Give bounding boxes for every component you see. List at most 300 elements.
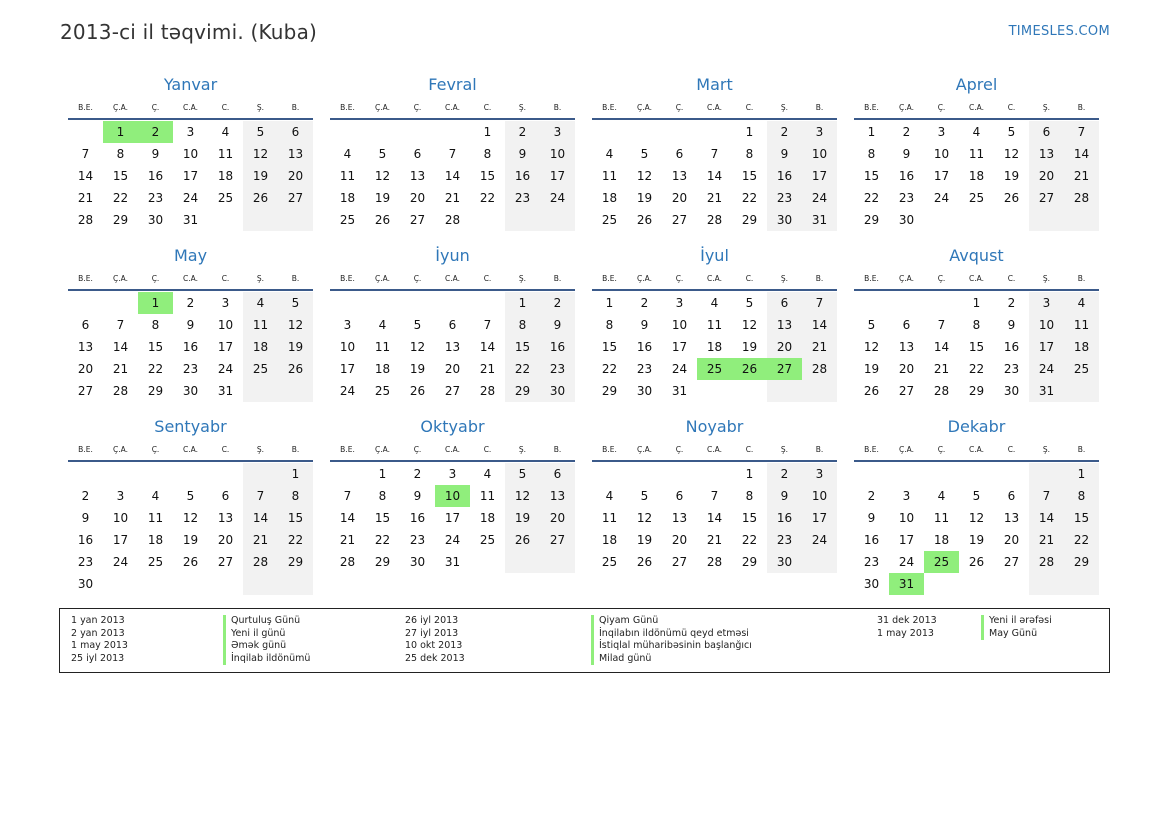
empty-day <box>994 209 1029 231</box>
empty-day <box>278 380 313 402</box>
day-cell: 6 <box>278 121 313 143</box>
day-cell: 7 <box>116 318 125 332</box>
empty-day <box>924 463 959 485</box>
legend-date: 27 iyl 2013 <box>405 627 459 639</box>
weekday-label: C. <box>221 103 230 112</box>
day-cell: 29 <box>863 213 880 227</box>
weekday-label: B. <box>815 274 824 283</box>
empty-day <box>959 209 994 231</box>
day-cell: 29 <box>278 551 313 573</box>
day-cell: 27 <box>77 384 94 398</box>
legend-date: 25 dek 2013 <box>405 652 465 664</box>
day-cell: 19 <box>1003 169 1020 183</box>
day-cell: 17 <box>1029 336 1064 358</box>
day-cell: 22 <box>374 533 391 547</box>
weekday-label: C.A. <box>444 103 460 112</box>
day-cell: 28 <box>112 384 129 398</box>
day-cell: 4 <box>972 125 981 139</box>
empty-day <box>138 463 173 485</box>
weekday-label: Ç. <box>413 103 422 112</box>
day-cell: 9 <box>151 147 160 161</box>
month-calendar <box>592 414 837 595</box>
weekday-label: Ş. <box>1042 103 1051 112</box>
day-cell: 19 <box>636 533 653 547</box>
day-cell: 27 <box>540 529 575 551</box>
day-cell: 12 <box>741 318 758 332</box>
legend-date: 1 may 2013 <box>877 627 934 639</box>
empty-day <box>400 292 435 314</box>
day-cell: 18 <box>706 340 723 354</box>
day-cell: 22 <box>741 191 758 205</box>
day-cell: 1 <box>605 296 614 310</box>
empty-day <box>208 463 243 485</box>
day-cell: 2 <box>767 463 802 485</box>
day-cell: 6 <box>675 147 684 161</box>
day-cell: 25 <box>339 213 356 227</box>
holiday-day: 10 <box>435 485 470 507</box>
day-cell: 1 <box>278 463 313 485</box>
day-cell: 27 <box>671 555 688 569</box>
day-cell: 12 <box>636 511 653 525</box>
empty-day <box>802 380 837 402</box>
day-cell: 27 <box>671 213 688 227</box>
day-cell: 28 <box>339 555 356 569</box>
day-cell: 24 <box>540 187 575 209</box>
day-cell: 21 <box>706 191 723 205</box>
day-cell: 12 <box>1003 147 1020 161</box>
day-cell: 30 <box>767 209 802 231</box>
day-cell: 7 <box>243 485 278 507</box>
day-cell: 14 <box>933 340 950 354</box>
day-cell: 20 <box>1003 533 1020 547</box>
weekday-header <box>854 440 1099 462</box>
weekday-label: Ç. <box>151 103 160 112</box>
month-calendar <box>592 72 837 231</box>
day-cell: 29 <box>601 384 618 398</box>
day-cell: 17 <box>540 165 575 187</box>
day-cell: 23 <box>767 187 802 209</box>
day-cell: 3 <box>448 467 457 481</box>
day-cell: 24 <box>112 555 129 569</box>
day-cell: 13 <box>540 485 575 507</box>
day-cell: 1 <box>972 296 981 310</box>
day-cell: 22 <box>968 362 985 376</box>
day-cell: 4 <box>343 147 352 161</box>
weekday-label: B.E. <box>602 274 617 283</box>
day-cell: 3 <box>186 125 195 139</box>
day-cell: 30 <box>898 213 915 227</box>
day-cell: 5 <box>745 296 754 310</box>
empty-day <box>470 551 505 573</box>
empty-day <box>68 292 103 314</box>
empty-day <box>243 463 278 485</box>
day-cell: 22 <box>479 191 496 205</box>
page-title: 2013-ci il təqvimi. (Kuba) <box>60 20 318 44</box>
day-cell: 19 <box>863 362 880 376</box>
day-cell: 7 <box>81 147 90 161</box>
empty-day <box>470 209 505 231</box>
day-cell: 26 <box>636 213 653 227</box>
day-cell: 25 <box>601 213 618 227</box>
day-cell: 29 <box>968 384 985 398</box>
day-cell: 18 <box>243 336 278 358</box>
day-cell: 5 <box>640 489 649 503</box>
day-cell: 4 <box>710 296 719 310</box>
weekday-label: Ç.A. <box>636 274 652 283</box>
weekday-label: B.E. <box>340 274 355 283</box>
weekday-header <box>330 98 575 120</box>
day-cell: 22 <box>505 358 540 380</box>
weekday-label: Ç. <box>151 274 160 283</box>
empty-day <box>994 463 1029 485</box>
empty-day <box>243 209 278 231</box>
day-cell: 26 <box>278 358 313 380</box>
day-cell: 10 <box>1029 314 1064 336</box>
day-cell: 11 <box>601 511 618 525</box>
day-cell: 28 <box>1064 187 1099 209</box>
legend-date: 26 iyl 2013 <box>405 615 459 626</box>
day-cell: 10 <box>898 511 915 525</box>
day-cell: 6 <box>221 489 230 503</box>
day-cell: 19 <box>409 362 426 376</box>
day-cell: 17 <box>112 533 129 547</box>
day-cell: 20 <box>671 191 688 205</box>
weekday-label: Ç. <box>675 274 684 283</box>
legend-date: 10 okt 2013 <box>405 640 463 651</box>
day-cell: 6 <box>81 318 90 332</box>
day-cell: 10 <box>217 318 234 332</box>
empty-day <box>470 292 505 314</box>
day-cell: 10 <box>112 511 129 525</box>
day-cell: 6 <box>675 489 684 503</box>
day-cell: 17 <box>444 511 461 525</box>
day-cell: 15 <box>968 340 985 354</box>
weekday-label: C. <box>221 274 230 283</box>
day-cell: 28 <box>444 213 461 227</box>
days-grid <box>330 463 575 573</box>
weekday-label: C.A. <box>706 103 722 112</box>
day-cell: 30 <box>182 384 199 398</box>
day-cell: 13 <box>671 511 688 525</box>
day-cell: 24 <box>802 529 837 551</box>
day-cell: 26 <box>636 555 653 569</box>
day-cell: 25 <box>968 191 985 205</box>
day-cell: 22 <box>278 529 313 551</box>
day-cell: 19 <box>182 533 199 547</box>
empty-day <box>173 573 208 595</box>
empty-day <box>1029 573 1064 595</box>
day-cell: 14 <box>339 511 356 525</box>
day-cell: 17 <box>339 362 356 376</box>
day-cell: 8 <box>605 318 614 332</box>
empty-day <box>435 292 470 314</box>
day-cell: 2 <box>413 467 422 481</box>
legend-holiday-name: İnqilabın ildönümü qeyd etməsi <box>591 628 752 641</box>
empty-day <box>243 573 278 595</box>
legend-holiday-name: Əmək günü <box>223 640 310 653</box>
weekday-label: C.A. <box>182 274 198 283</box>
day-cell: 3 <box>802 463 837 485</box>
day-cell: 5 <box>378 147 387 161</box>
legend-names <box>981 615 1052 640</box>
weekday-label: B. <box>291 445 300 454</box>
weekday-label: C. <box>221 445 230 454</box>
weekday-label: B. <box>291 274 300 283</box>
empty-day <box>592 121 627 143</box>
month-name: Aprel <box>955 75 998 94</box>
month-name: May <box>173 246 208 265</box>
day-cell: 6 <box>1007 489 1016 503</box>
weekday-label: Ç. <box>151 445 160 454</box>
day-cell: 1 <box>378 467 387 481</box>
day-cell: 29 <box>147 384 164 398</box>
day-cell: 11 <box>1064 314 1099 336</box>
day-cell: 16 <box>409 511 426 525</box>
day-cell: 12 <box>636 169 653 183</box>
day-cell: 25 <box>601 555 618 569</box>
days-grid <box>854 463 1099 595</box>
weekday-label: Ç.A. <box>374 103 390 112</box>
day-cell: 30 <box>540 380 575 402</box>
empty-day <box>330 121 365 143</box>
day-cell: 20 <box>671 533 688 547</box>
day-cell: 17 <box>933 169 950 183</box>
weekday-label: C.A. <box>968 274 984 283</box>
day-cell: 20 <box>767 336 802 358</box>
empty-day <box>540 551 575 573</box>
day-cell: 3 <box>802 121 837 143</box>
day-cell: 21 <box>243 529 278 551</box>
month-name: İyul <box>700 246 729 265</box>
day-cell: 18 <box>601 191 618 205</box>
empty-day <box>1064 380 1099 402</box>
empty-day <box>959 573 994 595</box>
empty-day <box>732 380 767 402</box>
legend-holiday-name: İnqilab ildönümü <box>223 653 310 666</box>
month-calendar <box>592 243 837 402</box>
weekday-label: B. <box>291 103 300 112</box>
empty-day <box>103 573 138 595</box>
day-cell: 14 <box>706 511 723 525</box>
day-cell: 15 <box>601 340 618 354</box>
day-cell: 14 <box>77 169 94 183</box>
day-cell: 31 <box>217 384 234 398</box>
day-cell: 20 <box>217 533 234 547</box>
weekday-label: B. <box>553 103 562 112</box>
day-cell: 13 <box>77 340 94 354</box>
weekday-label: Ç.A. <box>112 103 128 112</box>
weekday-label: B.E. <box>864 103 879 112</box>
day-cell: 17 <box>802 507 837 529</box>
day-cell: 22 <box>112 191 129 205</box>
day-cell: 16 <box>636 340 653 354</box>
day-cell: 12 <box>505 485 540 507</box>
days-grid <box>854 292 1099 402</box>
holiday-day: 31 <box>889 573 924 595</box>
empty-day <box>208 573 243 595</box>
legend-date: 2 yan 2013 <box>71 627 125 639</box>
day-cell: 18 <box>374 362 391 376</box>
day-cell: 8 <box>278 485 313 507</box>
empty-day <box>330 463 365 485</box>
day-cell: 10 <box>339 340 356 354</box>
empty-day <box>68 463 103 485</box>
weekday-header <box>592 98 837 120</box>
day-cell: 9 <box>902 147 911 161</box>
day-cell: 29 <box>112 213 129 227</box>
empty-day <box>278 209 313 231</box>
weekday-label: C. <box>745 103 754 112</box>
month-name: Dekabr <box>947 417 1006 436</box>
day-cell: 28 <box>77 213 94 227</box>
day-cell: 7 <box>1064 121 1099 143</box>
days-grid <box>854 121 1099 231</box>
weekday-label: Ş. <box>256 445 265 454</box>
day-cell: 15 <box>147 340 164 354</box>
day-cell: 15 <box>278 507 313 529</box>
empty-day <box>627 121 662 143</box>
day-cell: 5 <box>1007 125 1016 139</box>
day-cell: 9 <box>767 485 802 507</box>
holiday-day: 26 <box>732 358 767 380</box>
day-cell: 23 <box>898 191 915 205</box>
day-cell: 14 <box>802 314 837 336</box>
day-cell: 17 <box>802 165 837 187</box>
day-cell: 12 <box>409 340 426 354</box>
weekday-label: Ş. <box>518 274 527 283</box>
weekday-label: C.A. <box>444 274 460 283</box>
day-cell: 1 <box>1064 463 1099 485</box>
empty-day <box>1064 209 1099 231</box>
empty-day <box>592 463 627 485</box>
day-cell: 2 <box>767 121 802 143</box>
day-cell: 3 <box>675 296 684 310</box>
day-cell: 14 <box>706 169 723 183</box>
weekday-label: Ş. <box>1042 274 1051 283</box>
day-cell: 16 <box>505 165 540 187</box>
day-cell: 11 <box>339 169 356 183</box>
day-cell: 27 <box>278 187 313 209</box>
day-cell: 29 <box>1064 551 1099 573</box>
day-cell: 30 <box>863 577 880 591</box>
day-cell: 21 <box>112 362 129 376</box>
day-cell: 23 <box>1003 362 1020 376</box>
weekday-label: B.E. <box>864 445 879 454</box>
empty-day <box>68 121 103 143</box>
day-cell: 6 <box>413 147 422 161</box>
day-cell: 24 <box>1029 358 1064 380</box>
day-cell: 30 <box>147 213 164 227</box>
legend-holiday-name: Qurtuluş Günü <box>223 615 310 628</box>
day-cell: 18 <box>1064 336 1099 358</box>
day-cell: 24 <box>802 187 837 209</box>
weekday-label: C. <box>483 445 492 454</box>
day-cell: 25 <box>1064 358 1099 380</box>
day-cell: 21 <box>479 362 496 376</box>
weekday-header <box>68 98 313 120</box>
day-cell: 21 <box>77 191 94 205</box>
weekday-label: B.E. <box>78 445 93 454</box>
empty-day <box>854 463 889 485</box>
empty-day <box>767 380 802 402</box>
day-cell: 23 <box>540 358 575 380</box>
day-cell: 9 <box>81 511 90 525</box>
month-name: Oktyabr <box>420 417 485 436</box>
day-cell: 13 <box>217 511 234 525</box>
day-cell: 4 <box>937 489 946 503</box>
day-cell: 9 <box>1007 318 1016 332</box>
day-cell: 4 <box>483 467 492 481</box>
day-cell: 8 <box>483 147 492 161</box>
day-cell: 7 <box>1029 485 1064 507</box>
day-cell: 23 <box>147 191 164 205</box>
legend-dates <box>71 615 128 665</box>
weekday-label: B. <box>1077 103 1086 112</box>
day-cell: 19 <box>968 533 985 547</box>
weekday-label: Ş. <box>256 274 265 283</box>
month-name: Sentyabr <box>154 417 227 436</box>
day-cell: 23 <box>77 555 94 569</box>
weekday-label: C.A. <box>706 445 722 454</box>
month-calendar <box>68 414 313 595</box>
legend-holiday-name: Yeni il günü <box>223 628 310 641</box>
day-cell: 20 <box>409 191 426 205</box>
day-cell: 25 <box>147 555 164 569</box>
day-cell: 8 <box>745 489 754 503</box>
day-cell: 21 <box>1064 165 1099 187</box>
day-cell: 31 <box>1029 380 1064 402</box>
empty-day <box>697 121 732 143</box>
day-cell: 13 <box>444 340 461 354</box>
day-cell: 8 <box>1064 485 1099 507</box>
day-cell: 21 <box>933 362 950 376</box>
empty-day <box>627 463 662 485</box>
legend-date: 1 yan 2013 <box>71 615 125 626</box>
empty-day <box>924 209 959 231</box>
day-cell: 25 <box>479 533 496 547</box>
day-cell: 26 <box>374 213 391 227</box>
weekday-label: C.A. <box>444 445 460 454</box>
day-cell: 14 <box>444 169 461 183</box>
day-cell: 9 <box>767 143 802 165</box>
weekday-header <box>854 269 1099 291</box>
weekday-label: Ş. <box>780 274 789 283</box>
holiday-day: 2 <box>138 121 173 143</box>
weekday-header <box>330 269 575 291</box>
day-cell: 10 <box>802 485 837 507</box>
empty-day <box>959 463 994 485</box>
weekday-label: B. <box>553 445 562 454</box>
day-cell: 20 <box>77 362 94 376</box>
weekday-header <box>68 269 313 291</box>
weekday-label: Ş. <box>518 103 527 112</box>
weekday-label: C. <box>1007 274 1016 283</box>
weekday-label: Ç. <box>937 445 946 454</box>
day-cell: 18 <box>933 533 950 547</box>
day-cell: 27 <box>409 213 426 227</box>
weekday-label: C.A. <box>968 445 984 454</box>
day-cell: 4 <box>378 318 387 332</box>
day-cell: 5 <box>640 147 649 161</box>
brand-link[interactable]: TIMESLES.COM <box>1008 24 1110 39</box>
day-cell: 24 <box>898 555 915 569</box>
day-cell: 20 <box>898 362 915 376</box>
day-cell: 11 <box>479 489 496 503</box>
day-cell: 13 <box>409 169 426 183</box>
day-cell: 16 <box>767 165 802 187</box>
month-calendar <box>330 72 575 231</box>
days-grid <box>592 463 837 573</box>
